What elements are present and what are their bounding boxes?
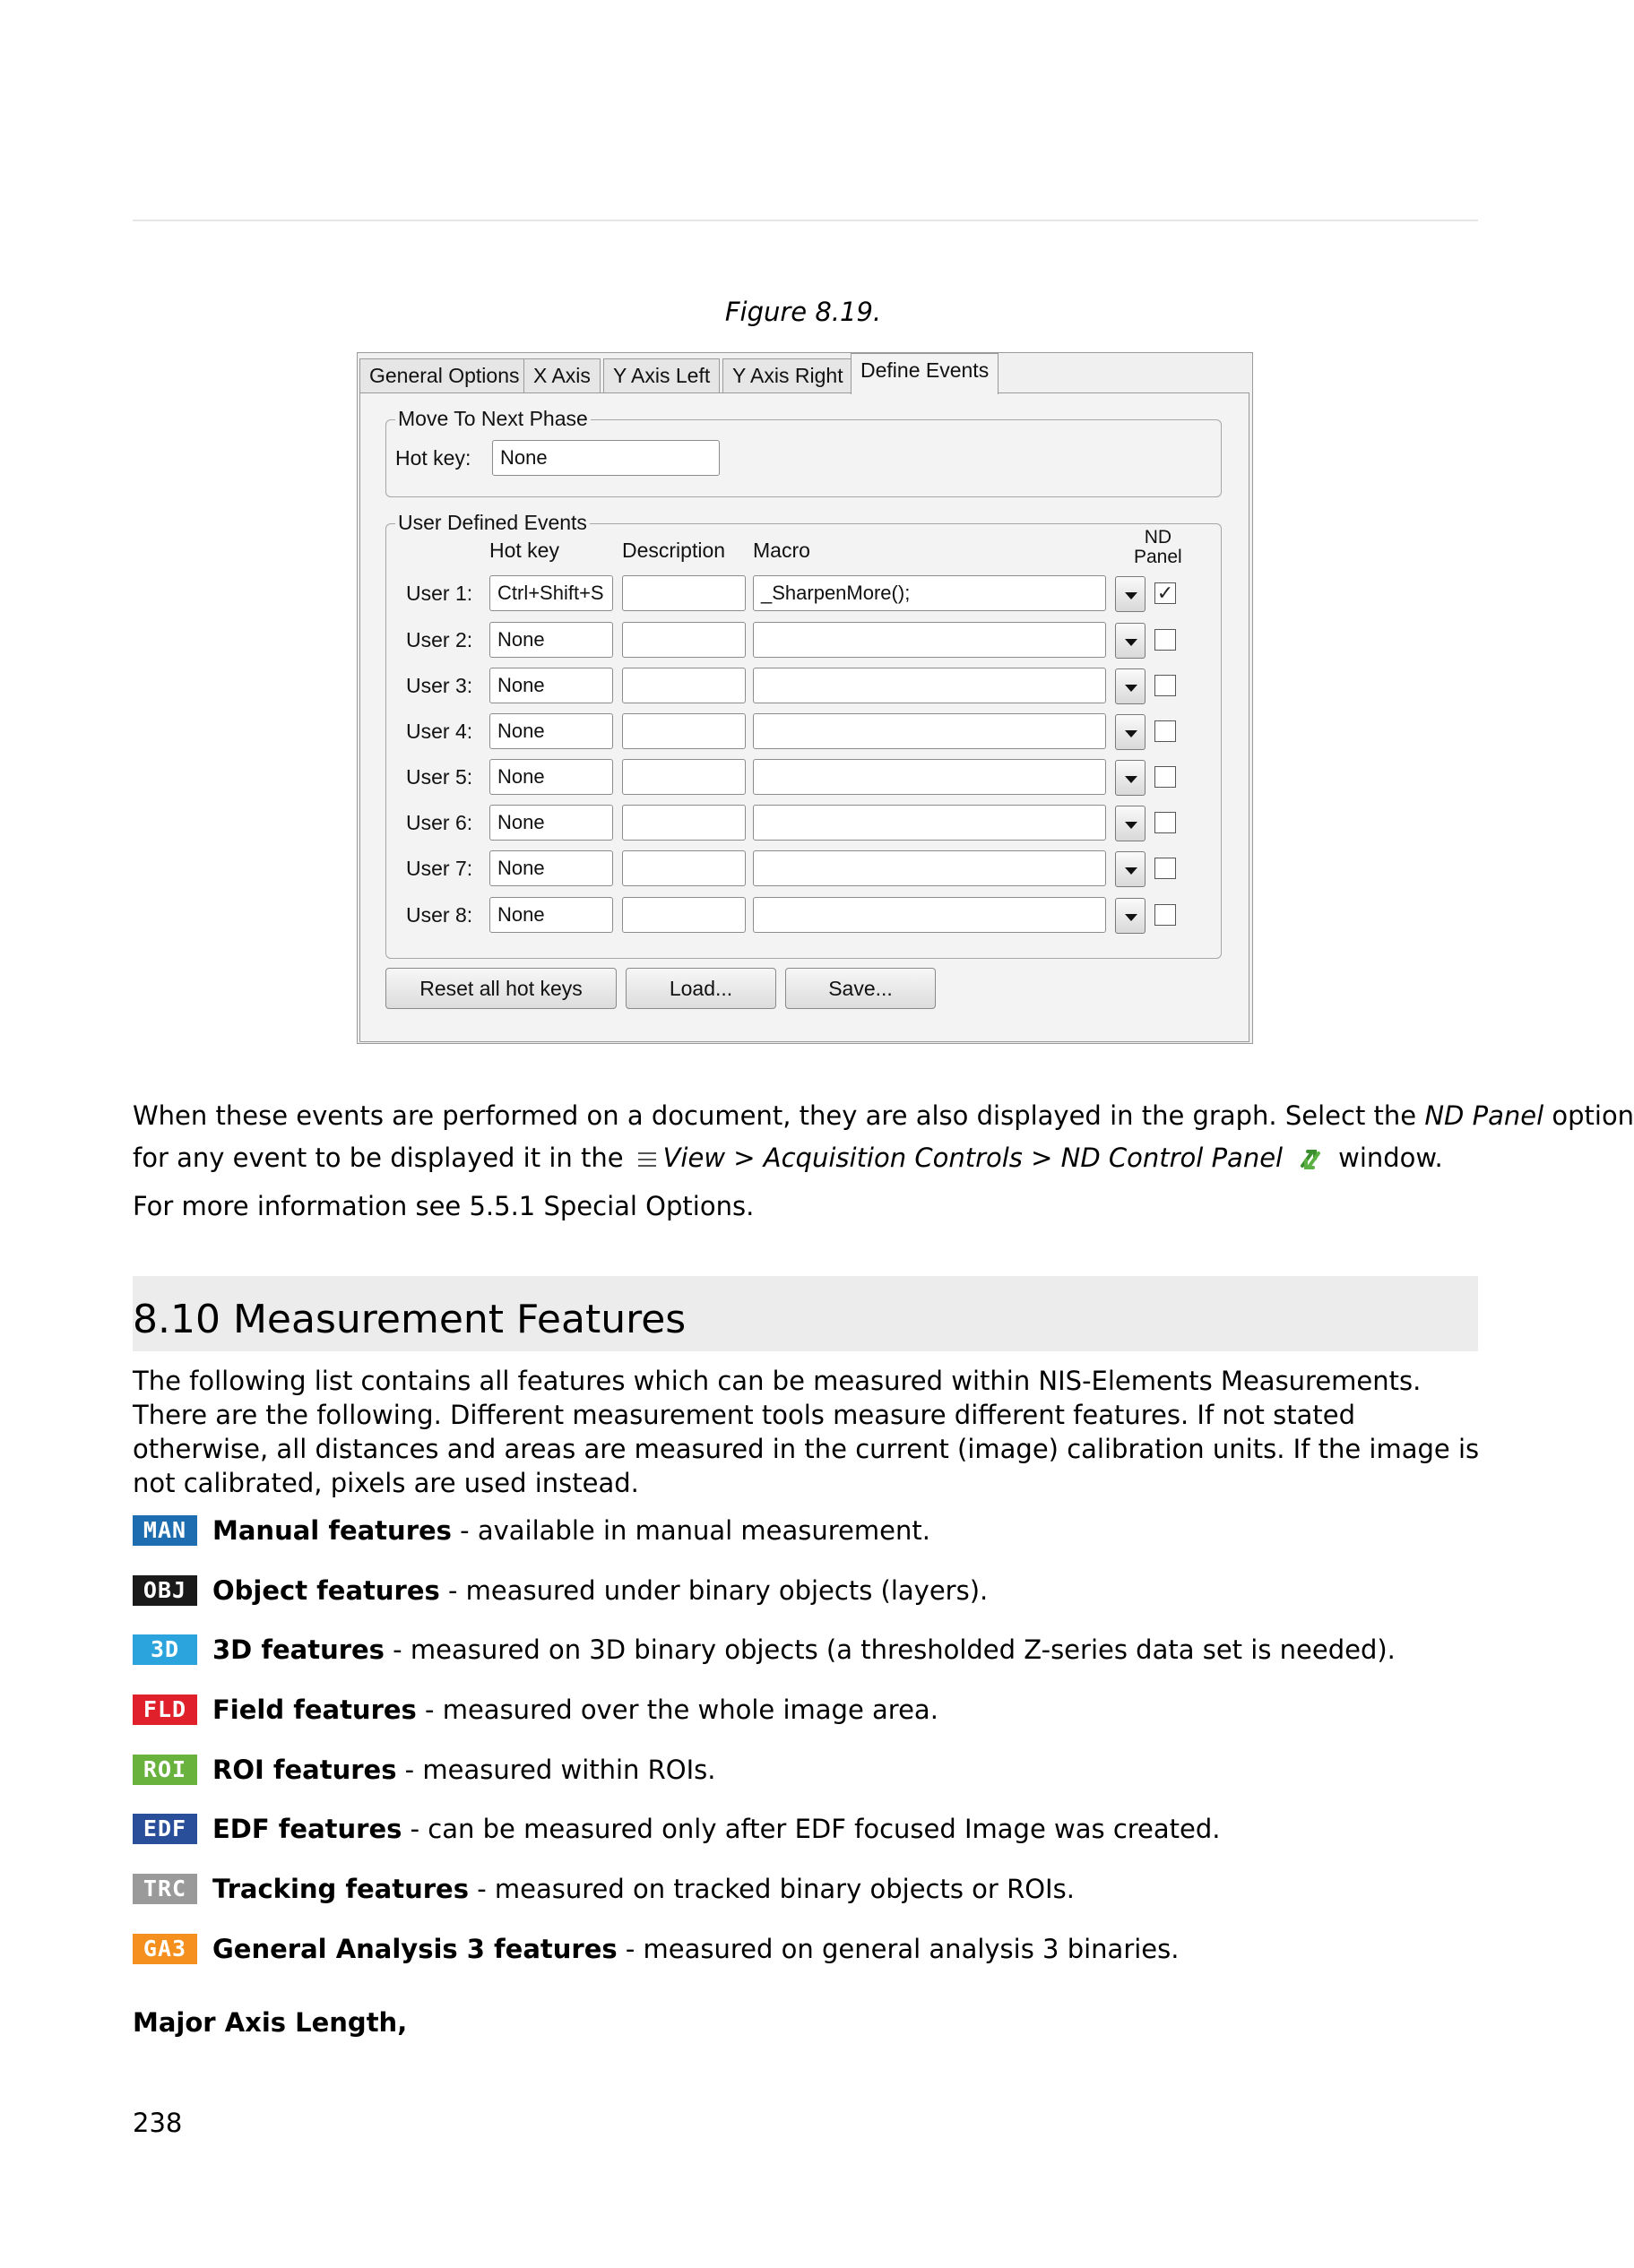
feature-fld bbox=[133, 1694, 1477, 1726]
tab-y-axis-left[interactable]: Y Axis Left bbox=[603, 358, 720, 392]
user-6-macro-dropdown-button[interactable] bbox=[1115, 806, 1146, 841]
user-1-macro-dropdown-button[interactable] bbox=[1115, 576, 1146, 612]
user-7-macro-dropdown-button[interactable] bbox=[1115, 851, 1146, 887]
user-7-macro-field[interactable] bbox=[753, 850, 1106, 886]
user-1-label: User 1: bbox=[406, 582, 473, 605]
feature-trc-description: - measured on tracked binary objects or ROIs. bbox=[468, 1874, 1075, 1904]
user-6-nd-panel-checkbox[interactable] bbox=[1154, 812, 1176, 833]
col-header-nd-line2: Panel bbox=[1134, 547, 1182, 567]
user-6-description-field[interactable] bbox=[622, 805, 746, 841]
ga3-badge-icon: GA3 bbox=[133, 1934, 197, 1964]
para1-text-b: option bbox=[1543, 1100, 1634, 1131]
user-4-macro-field[interactable] bbox=[753, 713, 1106, 749]
para1-text-c: for any event to be displayed it in the bbox=[133, 1143, 624, 1173]
tab-strip bbox=[359, 353, 1250, 393]
page-number: 238 bbox=[133, 2108, 183, 2138]
para1-text-d: window. bbox=[1338, 1143, 1443, 1173]
move-hotkey-label: Hot key: bbox=[395, 446, 471, 470]
feature-roi-name: ROI features bbox=[212, 1755, 397, 1785]
user-5-label: User 5: bbox=[406, 765, 473, 789]
roi-badge-icon: ROI bbox=[133, 1755, 197, 1785]
man-badge-icon: MAN bbox=[133, 1515, 197, 1546]
tab-general-options[interactable]: General Options bbox=[359, 358, 529, 392]
save-button[interactable]: Save... bbox=[785, 968, 936, 1009]
col-header-nd-line1: ND bbox=[1144, 527, 1172, 548]
feature-man-description: - available in manual measurement. bbox=[451, 1515, 930, 1546]
feature-obj-name: Object features bbox=[212, 1575, 440, 1606]
feature-edf bbox=[133, 1813, 1477, 1845]
feature-edf-description: - can be measured only after EDF focused Image was created. bbox=[402, 1814, 1221, 1844]
tab-y-axis-right[interactable]: Y Axis Right bbox=[722, 358, 853, 392]
user-7-hotkey-field[interactable]: None bbox=[489, 850, 613, 886]
user-3-macro-dropdown-button[interactable] bbox=[1115, 668, 1146, 704]
user-5-hotkey-field[interactable]: None bbox=[489, 759, 613, 795]
user-7-label: User 7: bbox=[406, 857, 473, 880]
user-3-description-field[interactable] bbox=[622, 668, 746, 703]
user-6-label: User 6: bbox=[406, 811, 473, 834]
user-6-hotkey-field[interactable]: None bbox=[489, 805, 613, 841]
load-button[interactable]: Load... bbox=[626, 968, 776, 1009]
menu-path: View > Acquisition Controls > ND Control Panel bbox=[662, 1143, 1284, 1173]
feature-obj bbox=[133, 1574, 1477, 1607]
user-2-macro-dropdown-button[interactable] bbox=[1115, 623, 1146, 659]
user-3-label: User 3: bbox=[406, 674, 473, 697]
user-5-macro-dropdown-button[interactable] bbox=[1115, 760, 1146, 796]
events-paragraph-line1 bbox=[133, 1099, 1634, 1133]
user-7-description-field[interactable] bbox=[622, 850, 746, 886]
user-2-label: User 2: bbox=[406, 628, 473, 651]
user-8-macro-field[interactable] bbox=[753, 897, 1106, 933]
user-8-description-field[interactable] bbox=[622, 897, 746, 933]
user-6-macro-field[interactable] bbox=[753, 805, 1106, 841]
feature-man-name: Manual features bbox=[212, 1515, 452, 1546]
user-defined-events-group bbox=[385, 511, 1222, 959]
user-2-macro-field[interactable] bbox=[753, 622, 1106, 658]
user-7-nd-panel-checkbox[interactable] bbox=[1154, 858, 1176, 879]
tab-define-events[interactable]: Define Events bbox=[851, 353, 999, 394]
feature-3d-name: 3D features bbox=[212, 1634, 385, 1665]
feature-trc bbox=[133, 1873, 1477, 1905]
col-header-macro: Macro bbox=[753, 539, 810, 562]
user-4-hotkey-field[interactable]: None bbox=[489, 713, 613, 749]
feature-ga3-text bbox=[212, 1933, 1179, 1965]
event-definition-dialog bbox=[357, 352, 1253, 1044]
feature-3d-description: - measured on 3D binary objects (a thresholded Z-series data set is needed). bbox=[384, 1634, 1396, 1665]
define-events-panel bbox=[359, 392, 1249, 1042]
major-axis-heading: Major Axis Length, bbox=[133, 2007, 408, 2038]
feature-3d-text bbox=[212, 1634, 1396, 1666]
col-header-nd-panel bbox=[1134, 528, 1182, 567]
feature-ga3 bbox=[133, 1933, 1477, 1965]
figure-caption: Figure 8.19. bbox=[724, 297, 882, 327]
user-4-macro-dropdown-button[interactable] bbox=[1115, 714, 1146, 750]
nd-panel-term: ND Panel bbox=[1424, 1100, 1544, 1131]
feature-fld-name: Field features bbox=[212, 1695, 417, 1725]
feature-3d bbox=[133, 1634, 1477, 1666]
fld-badge-icon: FLD bbox=[133, 1695, 197, 1725]
user-1-description-field[interactable] bbox=[622, 575, 746, 611]
move-hotkey-field[interactable]: None bbox=[492, 440, 720, 476]
more-info-paragraph: For more information see 5.5.1 Special Options. bbox=[133, 1191, 755, 1221]
user-8-hotkey-field[interactable]: None bbox=[489, 897, 613, 933]
move-group-legend: Move To Next Phase bbox=[395, 407, 591, 431]
user-2-nd-panel-checkbox[interactable] bbox=[1154, 629, 1176, 651]
user-4-description-field[interactable] bbox=[622, 713, 746, 749]
trc-badge-icon: TRC bbox=[133, 1874, 197, 1904]
3d-badge-icon: 3D bbox=[133, 1634, 197, 1665]
feature-trc-name: Tracking features bbox=[212, 1874, 469, 1904]
user-8-macro-dropdown-button[interactable] bbox=[1115, 898, 1146, 934]
feature-ga3-description: - measured on general analysis 3 binaries. bbox=[617, 1934, 1180, 1964]
user-8-label: User 8: bbox=[406, 903, 473, 927]
feature-edf-name: EDF features bbox=[212, 1814, 402, 1844]
feature-roi bbox=[133, 1754, 1477, 1786]
section-title: 8.10 Measurement Features bbox=[133, 1297, 687, 1342]
user-2-description-field[interactable] bbox=[622, 622, 746, 658]
obj-badge-icon: OBJ bbox=[133, 1575, 197, 1606]
user-5-macro-field[interactable] bbox=[753, 759, 1106, 795]
user-1-macro-field[interactable]: _SharpenMore(); bbox=[753, 575, 1106, 611]
para1-text-a: When these events are performed on a document, they are also displayed in the graph. Select the bbox=[133, 1100, 1425, 1131]
feature-obj-description: - measured under binary objects (layers). bbox=[439, 1575, 989, 1606]
feature-roi-description: - measured within ROIs. bbox=[396, 1755, 716, 1785]
feature-obj-text bbox=[212, 1574, 988, 1607]
user-5-nd-panel-checkbox[interactable] bbox=[1154, 766, 1176, 788]
feature-trc-text bbox=[212, 1873, 1075, 1905]
user-group-legend: User Defined Events bbox=[395, 511, 590, 535]
reset-all-hotkeys-button[interactable]: Reset all hot keys bbox=[385, 968, 617, 1009]
user-1-nd-panel-checkbox[interactable]: ✓ bbox=[1154, 582, 1176, 604]
feature-edf-text bbox=[212, 1813, 1221, 1845]
user-4-nd-panel-checkbox[interactable] bbox=[1154, 720, 1176, 742]
feature-man bbox=[133, 1514, 1477, 1547]
nd-control-panel-icon bbox=[1295, 1144, 1326, 1175]
user-5-description-field[interactable] bbox=[622, 759, 746, 795]
user-3-nd-panel-checkbox[interactable] bbox=[1154, 675, 1176, 696]
menu-icon bbox=[636, 1151, 658, 1168]
events-paragraph-line2 bbox=[133, 1141, 1486, 1175]
user-3-hotkey-field[interactable]: None bbox=[489, 668, 613, 703]
user-1-hotkey-field[interactable]: Ctrl+Shift+S bbox=[489, 575, 613, 611]
section-intro: The following list contains all features which can be measured within NIS-Elements Measurements. There are the following. Different measurement tools measure different features. If not stated otherwise, all distances and areas are measured in the current (image) calibration units. If the image is not calibrated, pixels are used instead. bbox=[133, 1366, 1480, 1498]
edf-badge-icon: EDF bbox=[133, 1814, 197, 1844]
feature-ga3-name: General Analysis 3 features bbox=[212, 1934, 618, 1964]
user-8-nd-panel-checkbox[interactable] bbox=[1154, 904, 1176, 926]
user-4-label: User 4: bbox=[406, 720, 473, 743]
tab-x-axis[interactable]: X Axis bbox=[523, 358, 601, 392]
col-header-description: Description bbox=[622, 539, 726, 562]
user-3-macro-field[interactable] bbox=[753, 668, 1106, 703]
user-2-hotkey-field[interactable]: None bbox=[489, 622, 613, 658]
feature-man-text bbox=[212, 1514, 930, 1547]
move-to-next-phase-group bbox=[385, 407, 1222, 497]
feature-fld-description: - measured over the whole image area. bbox=[416, 1695, 938, 1725]
feature-fld-text bbox=[212, 1694, 938, 1726]
header-rule bbox=[133, 220, 1478, 221]
col-header-hotkey: Hot key bbox=[489, 539, 559, 562]
feature-roi-text bbox=[212, 1754, 716, 1786]
